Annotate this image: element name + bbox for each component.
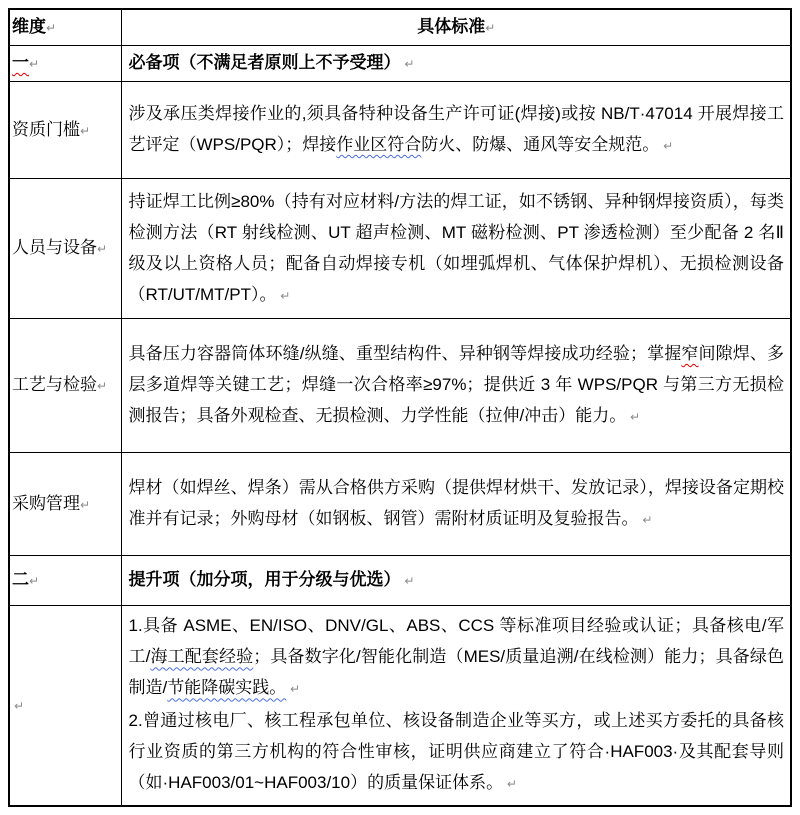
cell-process-label[interactable] (9, 319, 121, 453)
text-segment: 资质门槛 (12, 119, 80, 139)
paragraph (12, 488, 119, 521)
paragraph-mark-icon: ↵ (485, 21, 496, 35)
row-section-one (9, 46, 791, 82)
text-segment: 防火、防爆、通风等安全规范。 (421, 135, 660, 154)
paragraph (129, 338, 785, 433)
paragraph (14, 689, 119, 722)
paragraph (129, 186, 785, 312)
paragraph-mark-icon: ↵ (29, 57, 40, 71)
text-segment: 工艺与检验 (12, 375, 97, 394)
text-segment: 必备项（不满足者原则上不予受理） (128, 53, 401, 72)
paragraph (12, 564, 119, 597)
text-segment: 人员与设备 (12, 238, 97, 257)
paragraph-mark-icon: ↵ (14, 698, 25, 713)
paragraph-mark-icon: ↵ (97, 242, 108, 256)
text-segment: 间隙焊、多层多道焊等关键工艺；焊缝一次合格率≥97%；提供近 3 年 WPS/PQR 与第三方无损检测报告；具备外观检查、无损检测、力学性能（拉伸/冲击）能力。 (128, 344, 785, 425)
paragraph (129, 11, 785, 44)
cell-qualification-criteria[interactable] (121, 82, 791, 179)
text-segment: 二 (12, 570, 29, 589)
cell-section-one-label[interactable] (9, 46, 121, 82)
spellcheck-squiggle-text: 一 (12, 53, 29, 72)
cell-process-criteria[interactable] (121, 319, 791, 453)
criteria-table (8, 8, 792, 807)
paragraph-mark-icon: ↵ (97, 379, 108, 393)
cell-procurement-criteria[interactable] (121, 453, 791, 556)
paragraph-mark-icon: ↵ (503, 777, 517, 792)
text-segment: 2.曾通过核电厂、核工程承包单位、核设备制造企业等买方，或上述买方委托的具备核行业资质的第三方机构的符合性审核，证明供应商建立了符合·HAF003·及其配套导则（如·HAF003/01~HAF003/10）的质量保证体系。 (128, 711, 784, 793)
paragraph-mark-icon: ↵ (80, 123, 91, 138)
text-segment: 涉及承压类焊接作业的,须具备特种设备生产许可证(焊接)或按 NB/T·47014 开展焊接工艺评定（WPS/PQR）；焊接 (128, 104, 784, 154)
paragraph-mark-icon: ↵ (659, 139, 674, 153)
paragraph (12, 232, 119, 265)
cell-qualification-label[interactable] (9, 82, 121, 179)
cell-personnel-label[interactable] (9, 179, 121, 319)
paragraph-mark-icon: ↵ (80, 497, 91, 512)
paragraph-mark-icon: ↵ (400, 57, 415, 71)
paragraph-mark-icon: ↵ (638, 513, 653, 527)
row-qualification-threshold (9, 82, 791, 179)
paragraph (129, 564, 785, 597)
paragraph-mark-icon: ↵ (626, 410, 641, 424)
text-segment: 焊材（如焊丝、焊条）需从合格供方采购（提供焊材烘干、发放记录），焊接设备定期校准并有记录；外购母材（如钢板、钢管）需附材质证明及复验报告。 (128, 478, 784, 528)
spellcheck-squiggle-text: 窄 (681, 344, 699, 363)
paragraph (129, 610, 785, 705)
paragraph (12, 47, 119, 80)
grammar-squiggle-text: 海工配套经验 (150, 647, 254, 667)
row-section-two (9, 556, 791, 606)
cell-section-two-label[interactable] (9, 556, 121, 606)
paragraph-mark-icon: ↵ (46, 21, 57, 35)
header-cell-criteria[interactable] (121, 9, 791, 46)
paragraph (129, 98, 785, 162)
text-segment: 持证焊工比例≥80%（持有对应材料/方法的焊工证，如不锈钢、异种钢焊接资质），每类检测方法（RT 射线检测、UT 超声检测、MT 磁粉检测、PT 渗透检测）至少配备 2 名Ⅱ级及以上资格人员；配备自动焊接专机（如埋弧焊机、气体保护焊机）、无损检测设备（RT/UT/MT/PT）。 (128, 191, 784, 304)
text-segment: ；具备数字化/智能化制造（MES/质量追溯/在线检测）能力；具备绿色制造/ (128, 647, 784, 698)
row-process-inspection (9, 319, 791, 453)
paragraph (129, 705, 785, 800)
paragraph-mark-icon: ↵ (276, 288, 291, 303)
cell-procurement-label[interactable] (9, 453, 121, 556)
paragraph-mark-icon: ↵ (286, 682, 301, 697)
paragraph (12, 369, 119, 402)
text-segment: 提升项（加分项，用于分级与优选） (128, 570, 401, 589)
row-personnel-equipment (9, 179, 791, 319)
row-procurement-management (9, 453, 791, 556)
paragraph (12, 11, 119, 44)
text-segment: 采购管理 (12, 493, 80, 513)
paragraph-mark-icon: ↵ (400, 574, 415, 588)
cell-enhancement-items-title[interactable] (121, 556, 791, 606)
table-header-row (9, 9, 791, 46)
row-enhancement-items (9, 606, 791, 806)
cell-personnel-criteria[interactable] (121, 179, 791, 319)
paragraph (129, 472, 785, 536)
text-segment: 具备压力容器筒体环缝/纵缝、重型结构件、异种钢等焊接成功经验；掌握 (128, 344, 682, 363)
cell-mandatory-items-title[interactable] (121, 46, 791, 82)
cell-enhancement-criteria[interactable] (121, 606, 791, 806)
header-cell-dimension[interactable] (9, 9, 121, 46)
text-segment: 维度 (12, 17, 46, 36)
paragraph (12, 114, 119, 147)
text-segment: 具体标准 (417, 17, 486, 36)
grammar-squiggle-text: 节能降碳实践。 (167, 678, 287, 698)
paragraph-mark-icon: ↵ (29, 574, 40, 588)
grammar-squiggle-text: 作业区符合 (336, 135, 422, 154)
text-segment: 1.具备 ASME、EN/ISO、DNV/GL、ABS、CCS 等标准项目经验或认证；具备核电/军工/ (128, 616, 784, 667)
paragraph (129, 47, 785, 80)
cell-enhancement-label-empty[interactable] (9, 606, 121, 806)
